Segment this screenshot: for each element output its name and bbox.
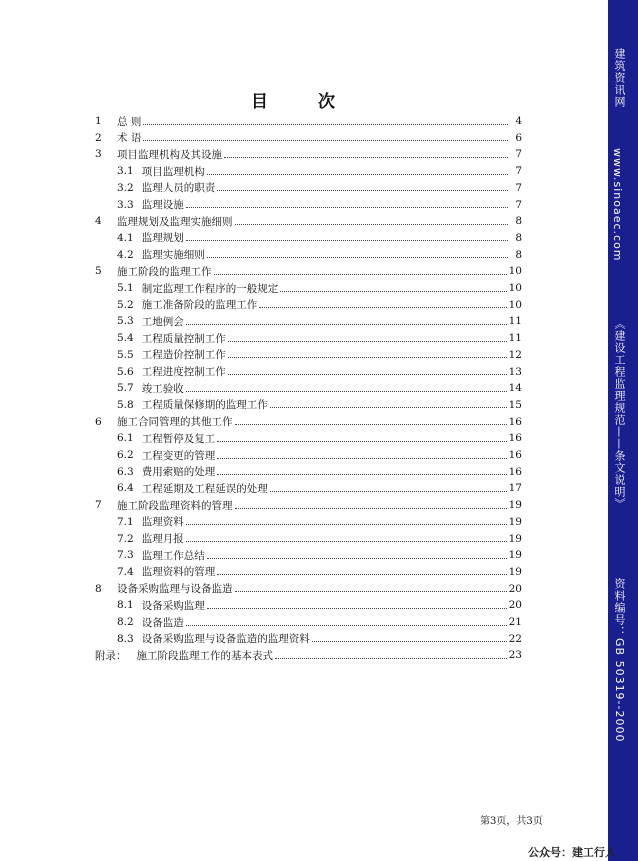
toc-entry[interactable] (95, 581, 522, 597)
toc-entry-title: 施工准备阶段的监理工作 (141, 299, 258, 312)
toc-entry-number: 7.4 (117, 565, 134, 578)
toc-entry-number: 5.1 (117, 282, 134, 294)
toc-entry[interactable] (117, 197, 522, 213)
toc-entry-number: 7.2 (117, 532, 134, 545)
toc-entry[interactable] (117, 230, 522, 246)
toc-entry-title: 施工合同管理的其他工作 (117, 416, 233, 429)
toc-entry-number: 3 (95, 148, 102, 161)
toc-dot-leader (235, 424, 507, 425)
toc-entry[interactable] (117, 397, 522, 413)
toc-dot-leader (186, 240, 508, 241)
toc-entry[interactable] (95, 213, 522, 229)
toc-entry-number: 1 (95, 115, 102, 127)
toc-dot-leader (186, 524, 507, 525)
toc-entry-title: 监理资料的管理 (141, 566, 216, 579)
toc-entry-page: 11 (508, 332, 522, 345)
toc-entry-page: 22 (508, 632, 522, 645)
toc-entry-page: 19 (508, 532, 522, 545)
toc-entry-title: 总 则 (117, 115, 142, 128)
toc-dot-leader (275, 658, 507, 659)
toc-entry-number: 4.2 (117, 248, 134, 261)
side-site-name: 建筑资讯网 (613, 48, 626, 108)
toc-entry-number: 3.2 (117, 181, 134, 194)
toc-entry[interactable] (117, 364, 522, 380)
toc-entry-page: 7 (515, 198, 522, 211)
toc-entry[interactable] (117, 564, 522, 580)
toc-entry[interactable] (117, 447, 522, 463)
toc-entry-number: 7.3 (117, 549, 134, 562)
toc-entry-page: 12 (508, 348, 522, 361)
side-book-title: 《建设工程监理规范——条文说明》 (613, 318, 626, 510)
toc-entry-number: 6.1 (117, 432, 134, 445)
toc-entry-page: 16 (508, 415, 522, 428)
toc-entry-number: 5.2 (117, 298, 134, 311)
toc-dot-leader (228, 374, 507, 375)
toc-dot-leader (228, 341, 507, 342)
toc-entry[interactable] (117, 514, 522, 530)
toc-entry-number: 6.4 (117, 482, 134, 495)
toc-entry-page: 10 (508, 298, 522, 311)
toc-entry-number: 2 (95, 131, 102, 144)
toc-dot-leader (186, 625, 507, 626)
toc-entry-page: 6 (515, 131, 522, 144)
toc-entry[interactable] (117, 631, 522, 647)
toc-entry[interactable] (95, 146, 522, 162)
toc-dot-leader (224, 157, 508, 158)
toc-entry-number: 5.6 (117, 365, 134, 378)
toc-entry-title: 工地例会 (141, 315, 184, 328)
toc-entry[interactable] (117, 280, 522, 296)
page-footer: 第3页，共3页 (480, 816, 543, 827)
toc-entry[interactable] (117, 180, 522, 196)
toc-dot-leader (217, 190, 508, 191)
toc-entry-title: 项目监理机构 (141, 165, 205, 178)
toc-entry-page: 7 (515, 181, 522, 194)
watermark: 公众号：建工行人 (528, 846, 616, 859)
toc-entry-title: 术 语 (117, 132, 142, 145)
toc-entry-number: 5.7 (117, 382, 134, 395)
toc-entry-page: 20 (508, 582, 522, 595)
toc-entry-number: 5.8 (117, 398, 134, 411)
toc-dot-leader (143, 140, 508, 141)
toc-entry-title: 工程进度控制工作 (141, 366, 226, 378)
toc-entry-title: 监理资料 (141, 516, 184, 529)
toc-entry-title: 监理实施细则 (141, 249, 205, 262)
toc-entry-page: 8 (515, 231, 522, 244)
toc-dot-leader (214, 274, 507, 275)
toc-entry-title: 监理设施 (141, 199, 184, 211)
toc-dot-leader (143, 124, 508, 125)
toc-entry[interactable] (117, 480, 522, 496)
toc-dot-leader (186, 324, 507, 325)
toc-entry-title: 监理工作总结 (141, 549, 205, 562)
toc-dot-leader (235, 224, 509, 225)
toc-entry-title: 监理月报 (141, 533, 184, 545)
toc-entry-page: 10 (508, 265, 522, 278)
toc-dot-leader (217, 474, 506, 475)
toc-entry-page: 19 (508, 549, 522, 562)
toc-entry-title: 监理规划及监理实施细则 (117, 215, 233, 228)
toc-entry-page: 21 (508, 616, 522, 628)
toc-entry-title: 工程造价控制工作 (141, 349, 226, 362)
toc-entry-number: 4 (95, 215, 102, 228)
toc-entry-number: 5.4 (117, 332, 134, 345)
toc-dot-leader (207, 558, 507, 559)
toc-entry[interactable] (117, 430, 522, 446)
toc-entry-page: 16 (508, 432, 522, 445)
toc-entry-number: 6.2 (117, 449, 134, 461)
toc-entry-page: 23 (508, 649, 522, 662)
toc-entry-number: 6 (95, 415, 102, 428)
page-title: 目 次 (251, 92, 357, 112)
toc-dot-leader (270, 407, 507, 408)
toc-entry-page: 8 (515, 215, 522, 228)
toc-entry[interactable] (117, 380, 522, 396)
toc-entry-page: 14 (508, 382, 522, 395)
toc-entry-number: 8.1 (117, 599, 134, 612)
toc-entry-title: 制定监理工作程序的一般规定 (141, 282, 279, 295)
toc-entry-page: 16 (508, 449, 522, 461)
toc-entry-number: 7.1 (117, 515, 134, 528)
side-url: www.sinoaec.com (611, 148, 624, 262)
toc-entry-page: 7 (515, 165, 522, 178)
toc-dot-leader (207, 257, 508, 258)
toc-entry-title: 工程质量控制工作 (141, 332, 226, 345)
toc-entry-number: 8 (95, 582, 102, 595)
toc-entry-number: 3.3 (117, 198, 134, 211)
toc-entry-page: 8 (515, 248, 522, 261)
toc-entry[interactable] (117, 347, 522, 363)
toc-entry-number: 附录： (95, 649, 127, 662)
toc-dot-leader (270, 491, 507, 492)
toc-entry[interactable] (117, 547, 522, 563)
toc-entry-title: 设备采购监理与设备监造的监理资料 (141, 633, 310, 646)
toc-entry[interactable] (95, 263, 522, 279)
toc-entry[interactable] (117, 531, 522, 547)
toc-dot-leader (186, 541, 507, 542)
toc-entry-title: 设备采购监理与设备监造 (117, 583, 233, 596)
toc-dot-leader (228, 357, 507, 358)
toc-dot-leader (235, 508, 507, 509)
toc-entry[interactable] (117, 330, 522, 346)
toc-dot-leader (207, 608, 507, 609)
toc-entry-number: 8.2 (117, 616, 134, 628)
toc-entry[interactable] (95, 647, 522, 663)
toc-entry-page: 10 (508, 282, 522, 294)
toc-entry[interactable] (117, 313, 522, 329)
toc-entry-number: 5.5 (117, 348, 134, 361)
toc-entry[interactable] (95, 130, 522, 146)
toc-entry-title: 监理人员的职责 (141, 182, 216, 195)
toc-entry-page: 19 (508, 565, 522, 578)
toc-entry-page: 19 (508, 499, 522, 512)
side-doc-code: 资料编号：GB 50319--2000 (613, 578, 626, 743)
toc-entry[interactable] (95, 497, 522, 513)
toc-entry-title: 工程变更的管理 (141, 449, 216, 462)
toc-entry-title: 工程延期及工程延误的处理 (141, 482, 268, 495)
toc-entry-title: 施工阶段监理资料的管理 (117, 499, 233, 512)
toc-dot-leader (186, 391, 507, 392)
toc-entry-page: 4 (515, 115, 522, 127)
toc-entry-title: 施工阶段的监理工作 (117, 265, 212, 278)
toc-entry-title: 施工阶段监理工作的基本表式 (136, 649, 273, 662)
toc-dot-leader (235, 591, 507, 592)
toc-entry[interactable] (95, 113, 522, 129)
toc-entry-title: 费用索赔的处理 (141, 466, 216, 479)
toc-entry-number: 7 (95, 499, 102, 512)
toc-entry-title: 项目监理机构及其设施 (117, 148, 222, 161)
toc-entry-title: 竣工验收 (141, 382, 184, 395)
toc-entry-number: 6.3 (117, 465, 134, 478)
toc-entry-page: 7 (515, 148, 522, 161)
toc-dot-leader (280, 291, 506, 292)
toc-entry-title: 设备采购监理 (141, 599, 205, 612)
toc-entry-page: 16 (508, 465, 522, 478)
toc-entry[interactable] (117, 247, 522, 263)
toc-dot-leader (259, 307, 506, 308)
toc-entry-number: 5.3 (117, 315, 134, 328)
toc-entry[interactable] (117, 614, 522, 630)
toc-entry-title: 工程质量保修期的监理工作 (141, 399, 268, 412)
toc-entry-page: 17 (508, 482, 522, 495)
toc-dot-leader (186, 207, 508, 208)
toc-entry-title: 工程暂停及复工 (141, 432, 216, 445)
toc-entry-number: 4.1 (117, 231, 134, 244)
toc-entry-title: 设备监造 (141, 616, 184, 629)
toc-entry[interactable] (95, 414, 522, 430)
toc-entry[interactable] (117, 297, 522, 313)
toc-entry[interactable] (117, 597, 522, 613)
toc-entry-page: 19 (508, 515, 522, 528)
toc-entry-number: 5 (95, 265, 102, 278)
toc-dot-leader (217, 574, 506, 575)
toc-dot-leader (207, 174, 508, 175)
toc-entry-page: 15 (508, 398, 522, 411)
toc-dot-leader (217, 458, 506, 459)
toc-entry-page: 20 (508, 599, 522, 612)
toc-entry-number: 3.1 (117, 165, 134, 178)
toc-entry-page: 13 (508, 365, 522, 378)
toc-entry-page: 11 (508, 315, 522, 328)
toc-entry-title: 监理规划 (141, 232, 184, 245)
toc-dot-leader (312, 641, 507, 642)
toc-dot-leader (217, 441, 506, 442)
toc-entry[interactable] (117, 464, 522, 480)
toc-entry-number: 8.3 (117, 632, 134, 645)
toc-entry[interactable] (117, 163, 522, 179)
